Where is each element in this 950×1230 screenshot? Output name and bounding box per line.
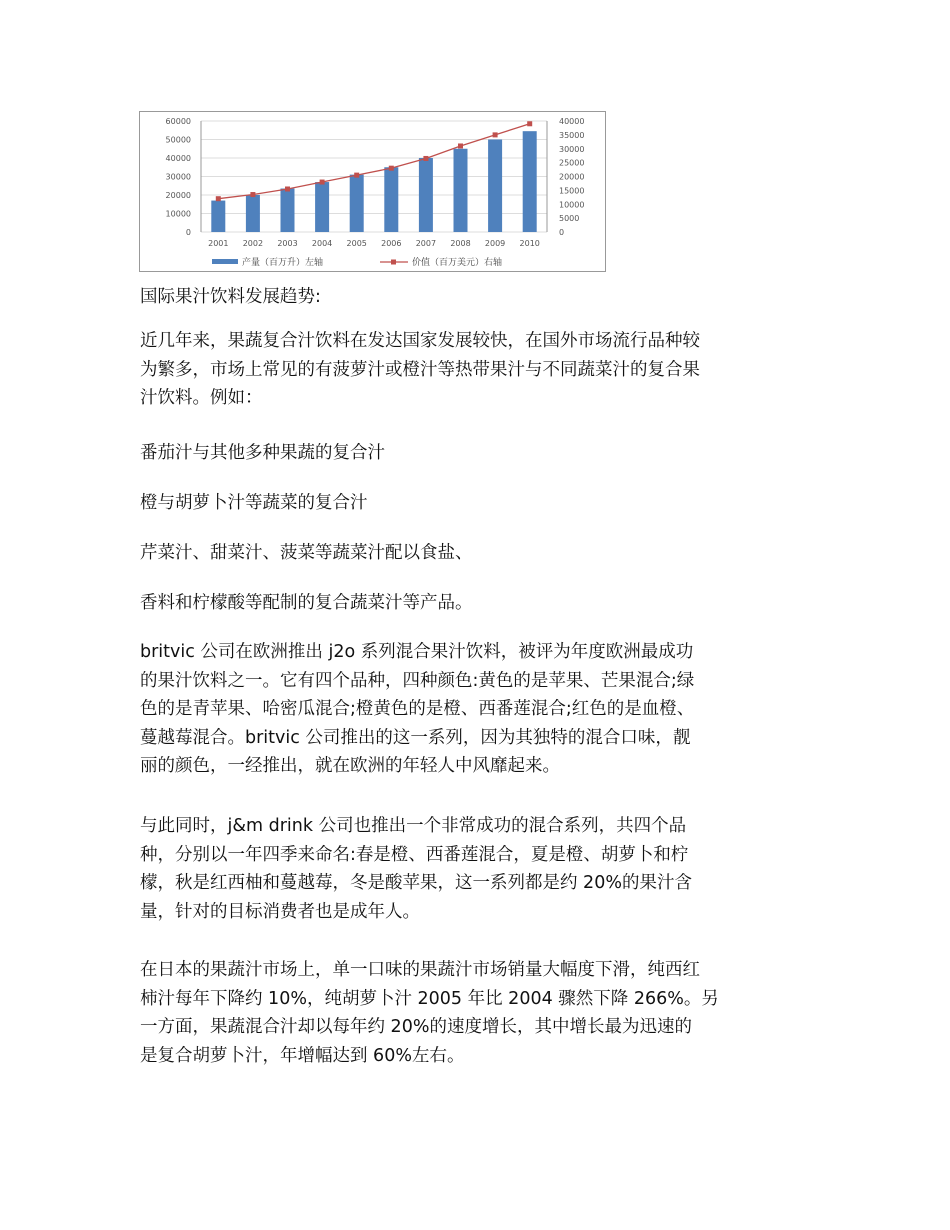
line-marker [285, 186, 290, 191]
text-line: 在日本的果蔬汁市场上，单一口味的果蔬汁市场销量大幅度下滑，纯西红 [140, 960, 700, 980]
text-line: 蔓越莓混合。britvic 公司推出的这一系列，因为其独特的混合口味，靓 [140, 727, 691, 748]
text-line: 番茄汁与其他多种果蔬的复合汁 [140, 443, 385, 463]
left-tick-label: 60000 [165, 117, 191, 126]
right-tick-label: 25000 [559, 158, 585, 168]
value-line [218, 124, 529, 199]
paragraph [140, 638, 830, 781]
text-line: 柿汁每年下降约 10%，纯胡萝卜汁 2005 年比 2004 骤然下降 266%。另 [140, 988, 719, 1009]
paragraph [140, 439, 830, 468]
line-marker [354, 173, 359, 178]
right-tick-label: 20000 [559, 172, 585, 182]
right-tick-label: 5000 [559, 214, 580, 224]
chart-svg [140, 112, 607, 273]
line-marker [527, 121, 532, 126]
left-tick-label: 10000 [165, 209, 191, 219]
line-marker [320, 180, 325, 185]
legend-line-marker [391, 260, 396, 265]
x-tick-label: 2003 [277, 239, 298, 248]
x-tick-label: 2001 [208, 239, 229, 248]
text-line: 香料和柠檬酸等配制的复合蔬菜汁等产品。 [140, 593, 473, 613]
x-tick-label: 2007 [415, 239, 437, 248]
text-line: 檬，秋是红西柚和蔓越莓，冬是酸苹果，这一系列都是约 20%的果汁含 [140, 873, 692, 894]
line-marker [250, 192, 255, 197]
text-line: 与此同时，j&m drink 公司也推出一个非常成功的混合系列，共四个品 [140, 816, 687, 836]
right-tick-label: 10000 [559, 200, 585, 210]
line-marker [493, 132, 498, 137]
bar [419, 158, 433, 232]
text-line: 丽的颜色，一经推出，就在欧洲的年轻人中风靡起来。 [140, 756, 560, 777]
text-line: 量，针对的目标消费者也是成年人。 [140, 901, 420, 922]
left-tick-label: 40000 [165, 154, 191, 163]
legend-line-label: 价值（百万美元）右轴 [412, 258, 503, 268]
text-line: 一方面，果蔬混合汁却以每年约 20%的速度增长，其中增长最为迅速的 [140, 1017, 692, 1038]
paragraph [140, 327, 830, 413]
text-line: 的果汁饮料之一。它有四个品种，四种颜色:黄色的是苹果、芒果混合;绿 [140, 670, 695, 691]
bar [454, 149, 468, 232]
line-marker [389, 166, 394, 171]
x-tick-label: 2006 [381, 239, 402, 248]
bar [523, 131, 537, 232]
bar [281, 189, 295, 232]
text-line: 橙与胡萝卜汁等蔬菜的复合汁 [140, 493, 368, 513]
text-line: 国际果汁饮料发展趋势: [140, 287, 321, 307]
bar [350, 175, 364, 232]
legend-bar-label: 产量（百万升）左轴 [242, 258, 324, 268]
paragraph [140, 283, 830, 312]
x-tick-label: 2009 [484, 239, 506, 248]
x-tick-label: 2005 [346, 239, 367, 248]
line-marker [216, 196, 221, 201]
text-line: 芹菜汁、甜菜汁、菠菜等蔬菜汁配以食盐、 [140, 543, 473, 563]
legend-bar-swatch [212, 259, 238, 264]
bar [211, 201, 225, 232]
right-tick-label: 35000 [559, 130, 585, 140]
text-line: 近几年来，果蔬复合汁饮料在发达国家发展较快，在国外市场流行品种较 [140, 331, 700, 351]
paragraph [140, 812, 830, 926]
paragraph [140, 589, 830, 618]
x-tick-label: 2010 [519, 239, 540, 248]
paragraph [140, 539, 830, 568]
paragraph [140, 489, 830, 518]
right-tick-label: 0 [559, 228, 565, 237]
right-tick-label: 40000 [559, 117, 585, 126]
right-tick-label: 30000 [559, 144, 585, 154]
text-line: 色的是青苹果、哈密瓜混合;橙黄色的是橙、西番莲混合;红色的是血橙、 [140, 699, 695, 720]
x-tick-label: 2008 [450, 239, 471, 248]
left-tick-label: 30000 [165, 172, 191, 182]
bar [488, 140, 502, 233]
text-line: 是复合胡萝卜汁，年增幅达到 60%左右。 [140, 1045, 465, 1066]
text-line: britvic 公司在欧洲推出 j2o 系列混合果汁饮料，被评为年度欧洲最成功 [140, 642, 694, 662]
text-line: 种，分别以一年四季来命名:春是橙、西番莲混合，夏是橙、胡萝卜和柠 [140, 844, 689, 865]
left-tick-label: 0 [185, 228, 191, 237]
right-tick-label: 15000 [559, 186, 585, 196]
left-tick-label: 50000 [165, 135, 191, 145]
juice-market-chart [139, 111, 606, 272]
x-tick-label: 2004 [311, 239, 333, 248]
line-marker [458, 143, 463, 148]
text-line: 为繁多，市场上常见的有菠萝汁或橙汁等热带果汁与不同蔬菜汁的复合果 [140, 359, 700, 380]
text-line: 汁饮料。例如： [140, 388, 263, 409]
paragraph [140, 956, 830, 1070]
bar [384, 167, 398, 232]
bar [315, 182, 329, 232]
left-tick-label: 20000 [165, 191, 191, 200]
x-tick-label: 2002 [242, 239, 264, 248]
line-marker [423, 156, 428, 161]
bar [246, 195, 260, 232]
